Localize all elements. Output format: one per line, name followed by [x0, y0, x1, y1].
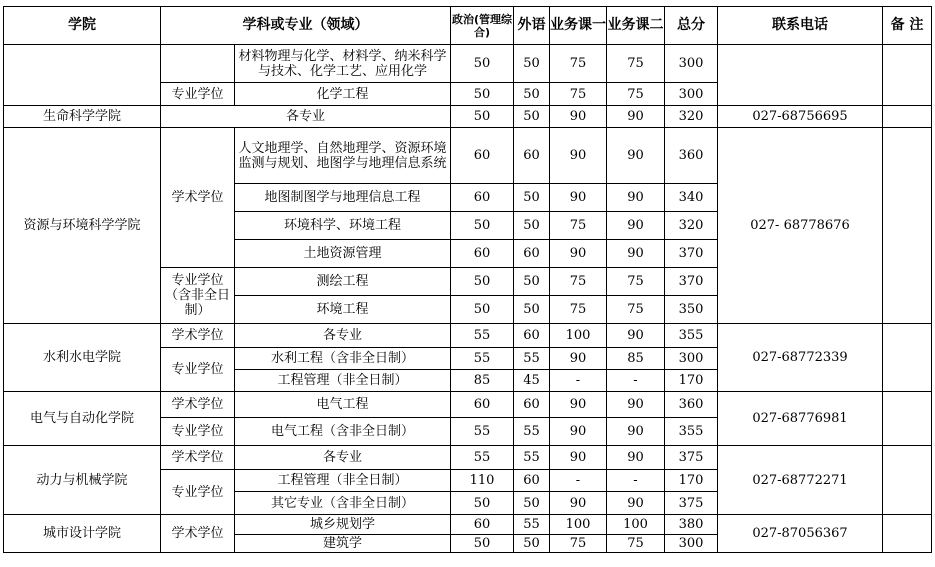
course2-cell: 75	[607, 296, 665, 324]
major-cell: 地图制图学与地理信息工程	[235, 184, 451, 212]
college-cell: 生命科学学院	[4, 106, 161, 128]
table-row	[4, 446, 932, 470]
degree-type-cell: 专业学位	[161, 348, 235, 392]
total-cell: 300	[665, 83, 718, 106]
major-cell: 建筑学	[235, 535, 451, 553]
course1-cell: 90	[550, 128, 607, 184]
college-cell: 电气与自动化学院	[4, 392, 161, 446]
politics-cell: 60	[451, 184, 514, 212]
foreign-cell: 60	[514, 470, 550, 492]
note-cell	[883, 446, 932, 515]
politics-cell: 60	[451, 392, 514, 418]
foreign-cell: 50	[514, 83, 550, 106]
course2-cell: 85	[607, 348, 665, 370]
course1-cell: 75	[550, 535, 607, 553]
major-cell: 水利工程（含非全日制）	[235, 348, 451, 370]
course2-cell: 90	[607, 392, 665, 418]
header-politics: 政治(管理综合)	[451, 7, 514, 45]
total-cell: 360	[665, 128, 718, 184]
politics-cell: 50	[451, 492, 514, 515]
course2-cell: 75	[607, 83, 665, 106]
course1-cell: 75	[550, 83, 607, 106]
table-row	[4, 392, 932, 418]
course1-cell: 90	[550, 418, 607, 446]
politics-cell: 50	[451, 83, 514, 106]
major-cell: 土地资源管理	[235, 240, 451, 268]
total-cell: 375	[665, 492, 718, 515]
header-foreign: 外语	[514, 7, 550, 45]
politics-cell: 50	[451, 535, 514, 553]
major-cell: 工程管理（非全日制）	[235, 370, 451, 392]
major-cell: 电气工程（含非全日制）	[235, 418, 451, 446]
foreign-cell: 60	[514, 240, 550, 268]
major-cell: 其它专业（含非全日制）	[235, 492, 451, 515]
note-cell	[883, 515, 932, 553]
total-cell: 370	[665, 240, 718, 268]
college-cell: 城市设计学院	[4, 515, 161, 553]
course1-cell: 75	[550, 268, 607, 296]
politics-cell: 60	[451, 515, 514, 535]
course1-cell: 75	[550, 212, 607, 240]
course1-cell: -	[550, 370, 607, 392]
total-cell: 170	[665, 370, 718, 392]
course1-cell: 100	[550, 324, 607, 348]
score-table	[3, 6, 932, 553]
header-course2: 业务课二	[607, 7, 665, 45]
major-cell: 各专业	[235, 324, 451, 348]
note-cell	[883, 324, 932, 392]
total-cell: 170	[665, 470, 718, 492]
course2-cell: 90	[607, 184, 665, 212]
foreign-cell: 55	[514, 418, 550, 446]
total-cell: 360	[665, 392, 718, 418]
major-cell: 电气工程	[235, 392, 451, 418]
politics-cell: 55	[451, 446, 514, 470]
total-cell: 320	[665, 212, 718, 240]
degree-type-cell: 学术学位	[161, 324, 235, 348]
degree-type-cell: 学术学位	[161, 446, 235, 470]
politics-cell: 110	[451, 470, 514, 492]
degree-type-cell: 专业学位	[161, 418, 235, 446]
header-college: 学院	[4, 7, 161, 45]
foreign-cell: 50	[514, 268, 550, 296]
foreign-cell: 60	[514, 128, 550, 184]
total-cell: 375	[665, 446, 718, 470]
note-cell	[883, 106, 932, 128]
politics-cell: 50	[451, 106, 514, 128]
politics-cell: 85	[451, 370, 514, 392]
politics-cell: 50	[451, 45, 514, 83]
degree-type-cell: 专业学位	[161, 83, 235, 106]
major-cell: 环境科学、环境工程	[235, 212, 451, 240]
course2-cell: 75	[607, 268, 665, 296]
total-cell: 320	[665, 106, 718, 128]
total-cell: 380	[665, 515, 718, 535]
college-cell: 动力与机械学院	[4, 446, 161, 515]
course2-cell: 90	[607, 446, 665, 470]
table-row	[4, 128, 932, 184]
course2-cell: 75	[607, 535, 665, 553]
major-cell: 各专业	[161, 106, 451, 128]
course2-cell: 100	[607, 515, 665, 535]
table-row	[4, 45, 932, 83]
foreign-cell: 50	[514, 184, 550, 212]
politics-cell: 55	[451, 348, 514, 370]
college-cell: 水利水电学院	[4, 324, 161, 392]
note-cell	[883, 128, 932, 324]
foreign-cell: 50	[514, 492, 550, 515]
major-cell: 环境工程	[235, 296, 451, 324]
course1-cell: 90	[550, 492, 607, 515]
note-cell	[883, 392, 932, 446]
total-cell: 350	[665, 296, 718, 324]
total-cell: 355	[665, 324, 718, 348]
course2-cell: 75	[607, 45, 665, 83]
foreign-cell: 50	[514, 296, 550, 324]
course1-cell: 100	[550, 515, 607, 535]
phone-cell: 027-68756695	[718, 106, 883, 128]
major-cell: 化学工程	[235, 83, 451, 106]
total-cell: 300	[665, 45, 718, 83]
phone-cell	[718, 45, 883, 106]
table-row	[4, 106, 932, 128]
degree-type-cell: 专业学位	[161, 470, 235, 515]
foreign-cell: 55	[514, 515, 550, 535]
college-cell	[4, 45, 161, 106]
college-cell: 资源与环境科学学院	[4, 128, 161, 324]
degree-type-cell: 学术学位	[161, 515, 235, 553]
table-row	[4, 324, 932, 348]
politics-cell: 60	[451, 128, 514, 184]
foreign-cell: 50	[514, 106, 550, 128]
total-cell: 355	[665, 418, 718, 446]
foreign-cell: 50	[514, 45, 550, 83]
foreign-cell: 50	[514, 212, 550, 240]
header-note: 备 注	[883, 7, 932, 45]
major-cell: 人文地理学、自然地理学、资源环境监测与规划、地图学与地理信息系统	[235, 128, 451, 184]
politics-cell: 55	[451, 324, 514, 348]
course1-cell: 90	[550, 184, 607, 212]
course2-cell: 90	[607, 418, 665, 446]
course1-cell: -	[550, 470, 607, 492]
phone-cell: 027- 68778676	[718, 128, 883, 324]
major-cell: 城乡规划学	[235, 515, 451, 535]
degree-type-cell: 学术学位	[161, 392, 235, 418]
politics-cell: 60	[451, 240, 514, 268]
foreign-cell: 60	[514, 324, 550, 348]
foreign-cell: 55	[514, 446, 550, 470]
foreign-cell: 55	[514, 348, 550, 370]
total-cell: 300	[665, 348, 718, 370]
course1-cell: 90	[550, 446, 607, 470]
foreign-cell: 45	[514, 370, 550, 392]
foreign-cell: 60	[514, 392, 550, 418]
phone-cell: 027-68772271	[718, 446, 883, 515]
header-row	[4, 7, 932, 45]
course2-cell: -	[607, 470, 665, 492]
degree-type-cell: 专业学位（含非全日制）	[161, 268, 235, 324]
foreign-cell: 50	[514, 535, 550, 553]
major-cell: 测绘工程	[235, 268, 451, 296]
politics-cell: 50	[451, 296, 514, 324]
table-body	[4, 45, 932, 553]
course1-cell: 90	[550, 392, 607, 418]
politics-cell: 50	[451, 268, 514, 296]
course2-cell: 90	[607, 324, 665, 348]
course1-cell: 90	[550, 240, 607, 268]
header-course1: 业务课一	[550, 7, 607, 45]
course2-cell: 90	[607, 128, 665, 184]
course2-cell: 90	[607, 106, 665, 128]
total-cell: 370	[665, 268, 718, 296]
major-cell: 各专业	[235, 446, 451, 470]
total-cell: 340	[665, 184, 718, 212]
course2-cell: 90	[607, 240, 665, 268]
degree-type-cell: 学术学位	[161, 128, 235, 268]
course2-cell: -	[607, 370, 665, 392]
major-cell: 工程管理（非全日制）	[235, 470, 451, 492]
phone-cell: 027-68772339	[718, 324, 883, 392]
course1-cell: 90	[550, 348, 607, 370]
header-phone: 联系电话	[718, 7, 883, 45]
degree-type-cell	[161, 45, 235, 83]
politics-cell: 55	[451, 418, 514, 446]
course1-cell: 90	[550, 106, 607, 128]
course2-cell: 90	[607, 492, 665, 515]
course2-cell: 90	[607, 212, 665, 240]
course1-cell: 75	[550, 296, 607, 324]
phone-cell: 027-68776981	[718, 392, 883, 446]
politics-cell: 50	[451, 212, 514, 240]
major-cell: 材料物理与化学、材料学、纳米科学与技术、化学工艺、应用化学	[235, 45, 451, 83]
header-major: 学科或专业（领域）	[161, 7, 451, 45]
phone-cell: 027-87056367	[718, 515, 883, 553]
total-cell: 300	[665, 535, 718, 553]
course1-cell: 75	[550, 45, 607, 83]
table-row	[4, 515, 932, 535]
note-cell	[883, 45, 932, 106]
header-total: 总分	[665, 7, 718, 45]
